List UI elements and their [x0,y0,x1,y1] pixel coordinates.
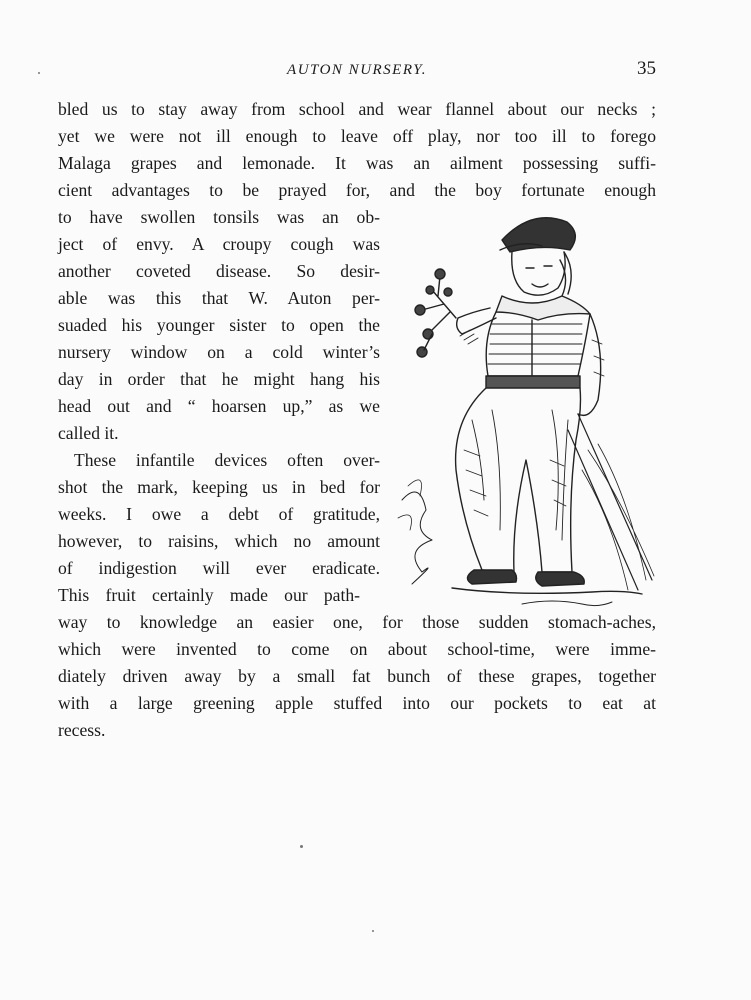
text-line: bled us to stay away from school and wear flannel about our necks ; [58,99,656,119]
page-header [58,58,656,82]
text-line: another coveted disease. So desir- [58,261,380,281]
text-line: recess. [58,720,106,740]
text-line: cient advantages to be prayed for, and the boy fortunate enough [58,180,656,200]
text-line: to have swollen tonsils was an ob- [58,207,380,227]
text-line: suaded his younger sister to open the [58,315,380,335]
text-line: Malaga grapes and lemonade. It was an ailment possessing suffi- [58,153,656,173]
text-line: These infantile devices often over- [74,450,380,470]
page-number: 35 [637,58,656,79]
text-line: way to knowledge an easier one, for those sudden stomach-aches, [58,612,656,632]
text-line: weeks. I owe a debt of gratitude, [58,504,380,524]
text-line: which were invented to come on about school-time, were imme- [58,639,656,659]
text-line: shot the mark, keeping us in bed for [58,477,380,497]
boy-with-flowers-engraving-icon [392,200,662,620]
text-line: This fruit certainly made our path- [58,585,360,605]
text-line: ject of envy. A croupy cough was [58,234,380,254]
text-line: nursery window on a cold winter’s [58,342,380,362]
text-line: with a large greening apple stuffed into our pockets to eat at [58,693,656,713]
text-line: called it. [58,423,119,443]
paper-speck [38,72,40,74]
paper-speck [300,845,303,848]
text-line: able was this that W. Auton per- [58,288,380,308]
text-line: however, to raisins, which no amount [58,531,380,551]
text-line: of indigestion will ever eradicate. [58,558,380,578]
text-line: day in order that he might hang his [58,369,380,389]
running-title: AUTON NURSERY. [287,62,427,78]
text-line: yet we were not ill enough to leave off play, nor too ill to forego [58,126,656,146]
paper-speck [372,930,374,932]
text-line: diately driven away by a small fat bunch of these grapes, together [58,666,656,686]
text-line: head out and “ hoarsen up,” as we [58,396,380,416]
